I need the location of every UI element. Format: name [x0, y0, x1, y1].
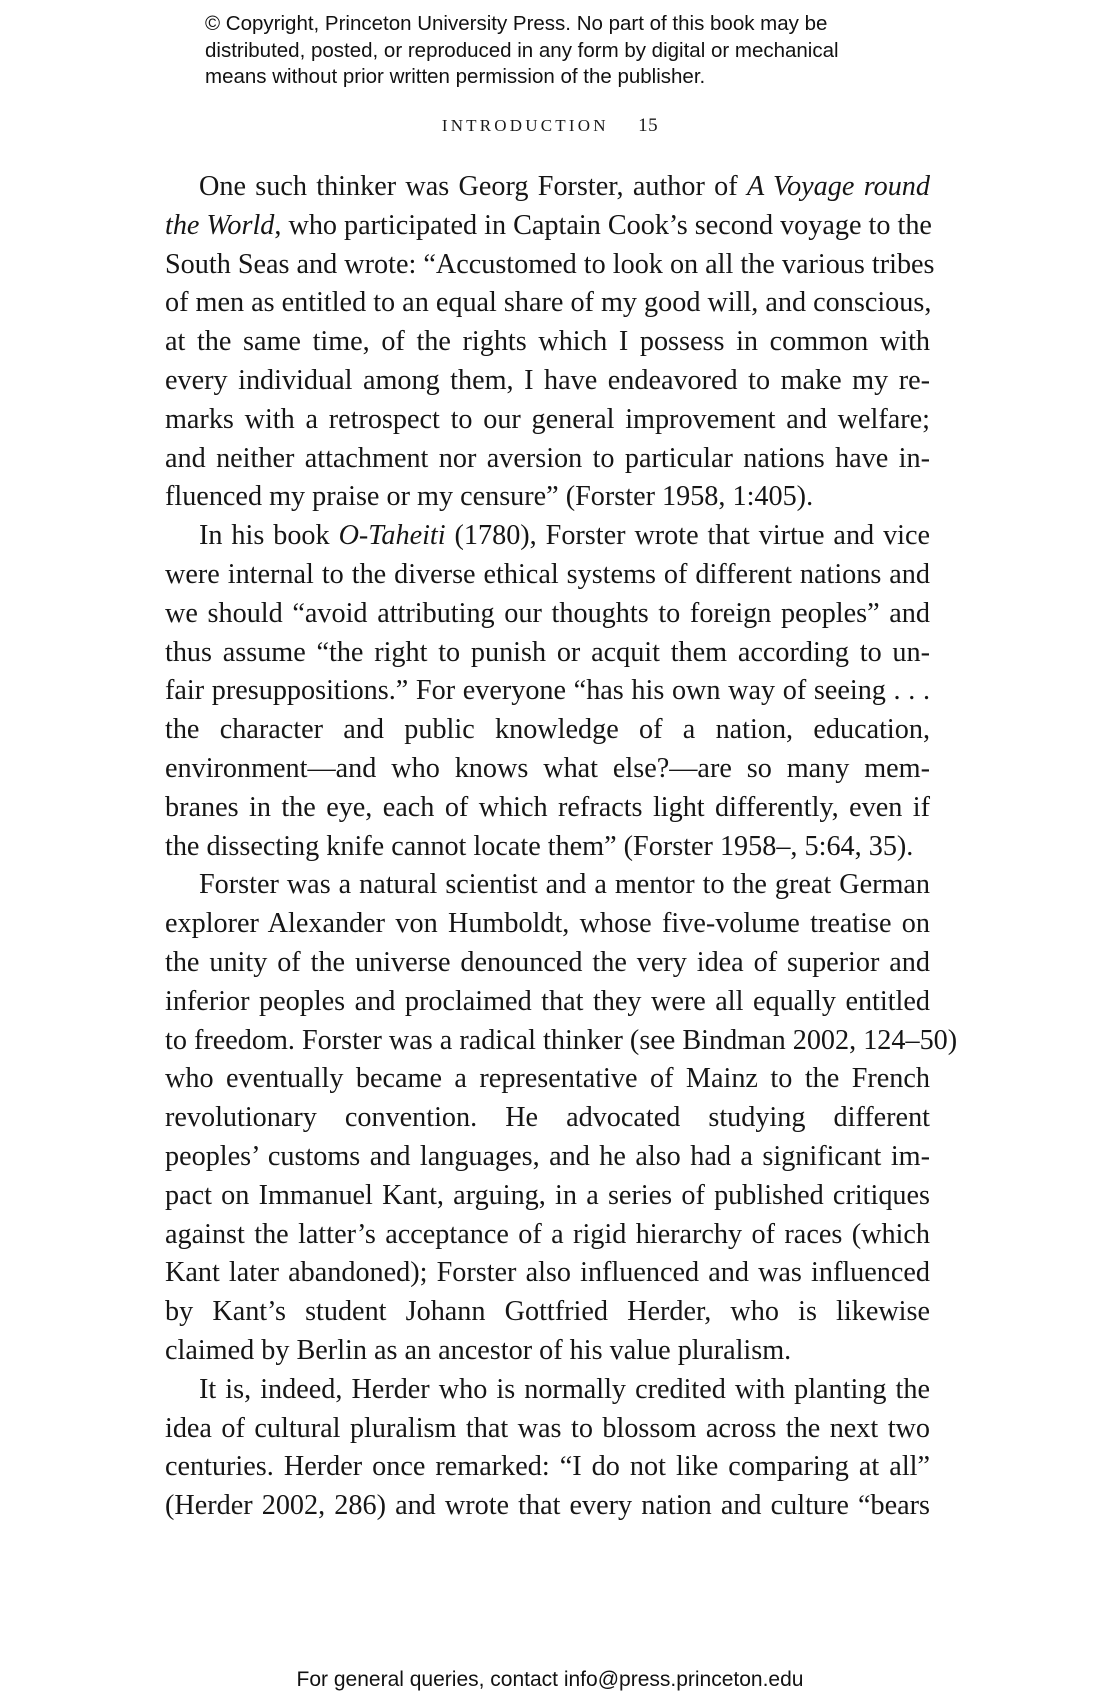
text-line: (Herder 2002, 286) and wrote that every nation and culture “bears	[165, 1490, 930, 1522]
italic-title: A Voyage round	[746, 171, 930, 202]
text-line: marks with a retrospect to our general improvement and welfare;	[165, 403, 930, 435]
text-line: It is, indeed, Herder who is normally credited with planting the	[199, 1373, 930, 1405]
text-segment: , who participated in Captain Cook’s second voyage to the	[274, 209, 932, 241]
text-line	[165, 207, 930, 246]
running-head-title: INTRODUCTION	[441, 116, 609, 135]
text-line: South Seas and wrote: “Accustomed to look on all the various tribes	[165, 248, 935, 280]
text-segment: One such thinker was Georg Forster, author of	[199, 171, 747, 202]
copyright-line: © Copyright, Princeton University Press. No part of this book may be	[205, 12, 828, 35]
text-line: and neither attachment nor aversion to particular nations have in-	[165, 442, 930, 474]
text-line: of men as entitled to an equal share of my good will, and conscious,	[165, 287, 932, 319]
text-line: centuries. Herder once remarked: “I do not like comparing at all”	[165, 1451, 930, 1483]
text-line: inferior peoples and proclaimed that they were all equally entitled	[165, 985, 930, 1017]
copyright-line: distributed, posted, or reproduced in any form by digital or mechanical	[205, 38, 839, 62]
text-line	[165, 517, 930, 556]
footer-contact: For general queries, contact info@press.princeton.edu	[296, 1668, 804, 1691]
text-line: environment—and who knows what else?—are so many mem-	[165, 752, 930, 784]
text-line: who eventually became a representative of Mainz to the French	[165, 1063, 930, 1095]
text-line	[165, 168, 930, 207]
text-line: Forster was a natural scientist and a mentor to the great German	[199, 869, 930, 901]
italic-title: the World	[165, 209, 275, 241]
text-line: revolutionary convention. He advocated studying different	[165, 1102, 930, 1134]
copyright-notice	[205, 11, 925, 91]
body-text	[165, 168, 958, 1526]
text-line: by Kant’s student Johann Gottfried Herder, who is likewise	[165, 1296, 930, 1328]
running-head	[0, 115, 1100, 137]
text-line: the unity of the universe denounced the very idea of superior and	[165, 946, 930, 978]
text-line: fair presuppositions.” For everyone “has his own way of seeing . . .	[165, 675, 930, 707]
italic-title: O-Taheiti	[338, 520, 446, 552]
text-line: claimed by Berlin as an ancestor of his value pluralism.	[165, 1334, 792, 1366]
text-line: against the latter’s acceptance of a rigid hierarchy of races (which	[165, 1218, 930, 1250]
text-line: every individual among them, I have endeavored to make my re-	[165, 364, 930, 396]
text-line: Kant later abandoned); Forster also influenced and was influenced	[165, 1257, 930, 1289]
text-line: thus assume “the right to punish or acquit them according to un-	[165, 636, 930, 668]
copyright-line: means without prior written permission of the publisher.	[205, 65, 706, 88]
text-line: pact on Immanuel Kant, arguing, in a series of published critiques	[165, 1179, 930, 1211]
text-line: fluenced my praise or my censure” (Forster 1958, 1:405).	[165, 481, 814, 513]
text-line: were internal to the diverse ethical systems of different nations and	[165, 558, 930, 590]
text-segment: In his book	[199, 520, 339, 552]
text-line: the character and public knowledge of a nation, education,	[165, 714, 930, 746]
text-line: at the same time, of the rights which I possess in common with	[165, 326, 930, 358]
text-line: explorer Alexander von Humboldt, whose five-volume treatise on	[165, 908, 930, 940]
text-line: idea of cultural pluralism that was to blossom across the next two	[165, 1412, 930, 1444]
text-line: peoples’ customs and languages, and he also had a significant im-	[165, 1140, 930, 1172]
text-line: the dissecting knife cannot locate them” (Forster 1958–, 5:64, 35).	[165, 830, 914, 862]
text-line: to freedom. Forster was a radical thinker (see Bindman 2002, 124–50)	[165, 1024, 958, 1056]
page-number: 15	[638, 115, 659, 136]
text-segment: (1780), Forster wrote that virtue and vice	[445, 520, 931, 552]
text-line: we should “avoid attributing our thoughts to foreign peoples” and	[165, 597, 930, 629]
text-line: branes in the eye, each of which refracts light differently, even if	[165, 791, 930, 823]
